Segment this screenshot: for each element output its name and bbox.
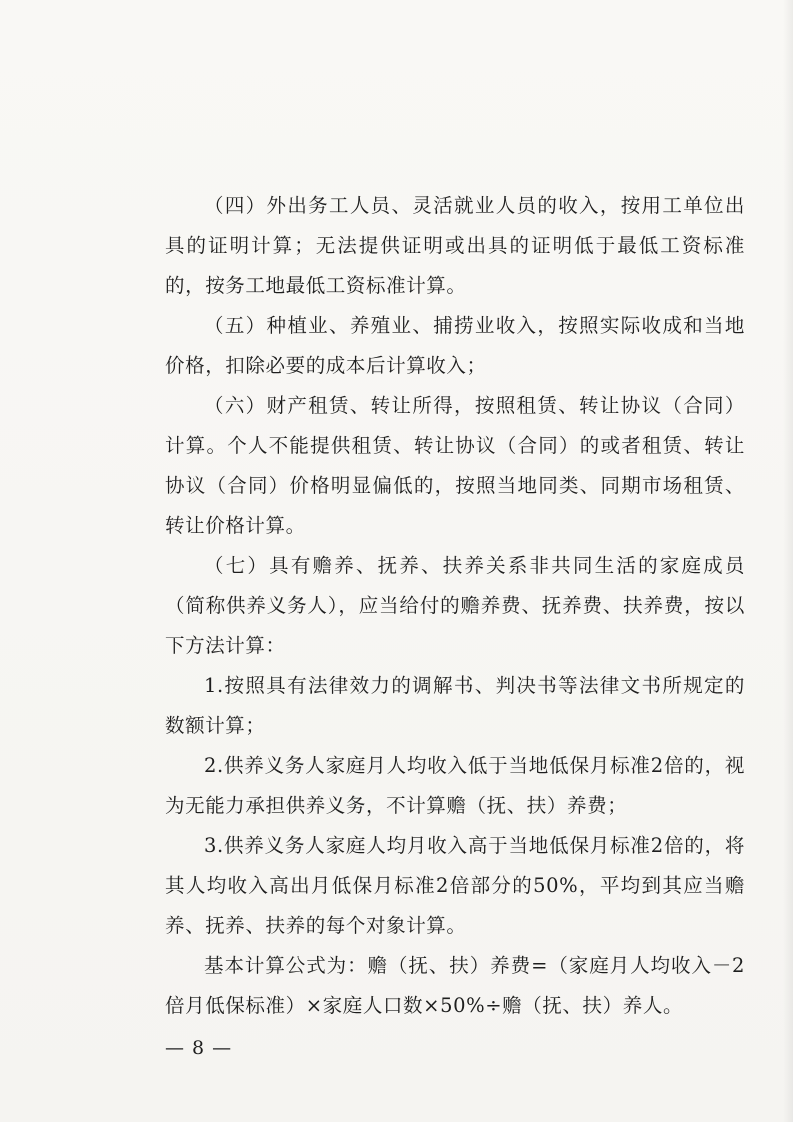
paragraph-method-1: 1.按照具有法律效力的调解书、判决书等法律文书所规定的数额计算； xyxy=(165,674,745,737)
paragraph-support-obligation: （七）具有赡养、抚养、扶养关系非共同生活的家庭成员（简称供养义务人），应当给付的赡养费、抚养费、扶养费，按以下方法计算： xyxy=(165,554,745,657)
paragraph-agriculture-income: （五）种植业、养殖业、捕捞业收入，按照实际收成和当地价格，扣除必要的成本后计算收入； xyxy=(165,314,745,377)
page-number: — 8 — xyxy=(165,1037,233,1059)
scan-edge-shadow xyxy=(783,0,793,1122)
paragraph-formula: 基本计算公式为：赡（抚、扶）养费=（家庭月人均收入－2倍月低保标准）×家庭人口数×50%÷赡（抚、扶）养人。 xyxy=(165,954,745,1017)
paragraph-migrant-worker-income: （四）外出务工人员、灵活就业人员的收入，按用工单位出具的证明计算；无法提供证明或出具的证明低于最低工资标准的，按务工地最低工资标准计算。 xyxy=(165,194,745,297)
paragraph-method-2: 2.供养义务人家庭月人均收入低于当地低保月标准2倍的，视为无能力承担供养义务，不计算赡（抚、扶）养费； xyxy=(165,754,745,817)
document-body xyxy=(165,186,745,1026)
paragraph-property-rental-income: （六）财产租赁、转让所得，按照租赁、转让协议（合同）计算。个人不能提供租赁、转让协议（合同）的或者租赁、转让协议（合同）价格明显偏低的，按照当地同类、同期市场租赁、转让价格计算。 xyxy=(165,394,745,537)
paragraph-method-3: 3.供养义务人家庭人均月收入高于当地低保月标准2倍的，将其人均收入高出月低保月标准2倍部分的50%，平均到其应当赡养、抚养、扶养的每个对象计算。 xyxy=(165,834,745,937)
